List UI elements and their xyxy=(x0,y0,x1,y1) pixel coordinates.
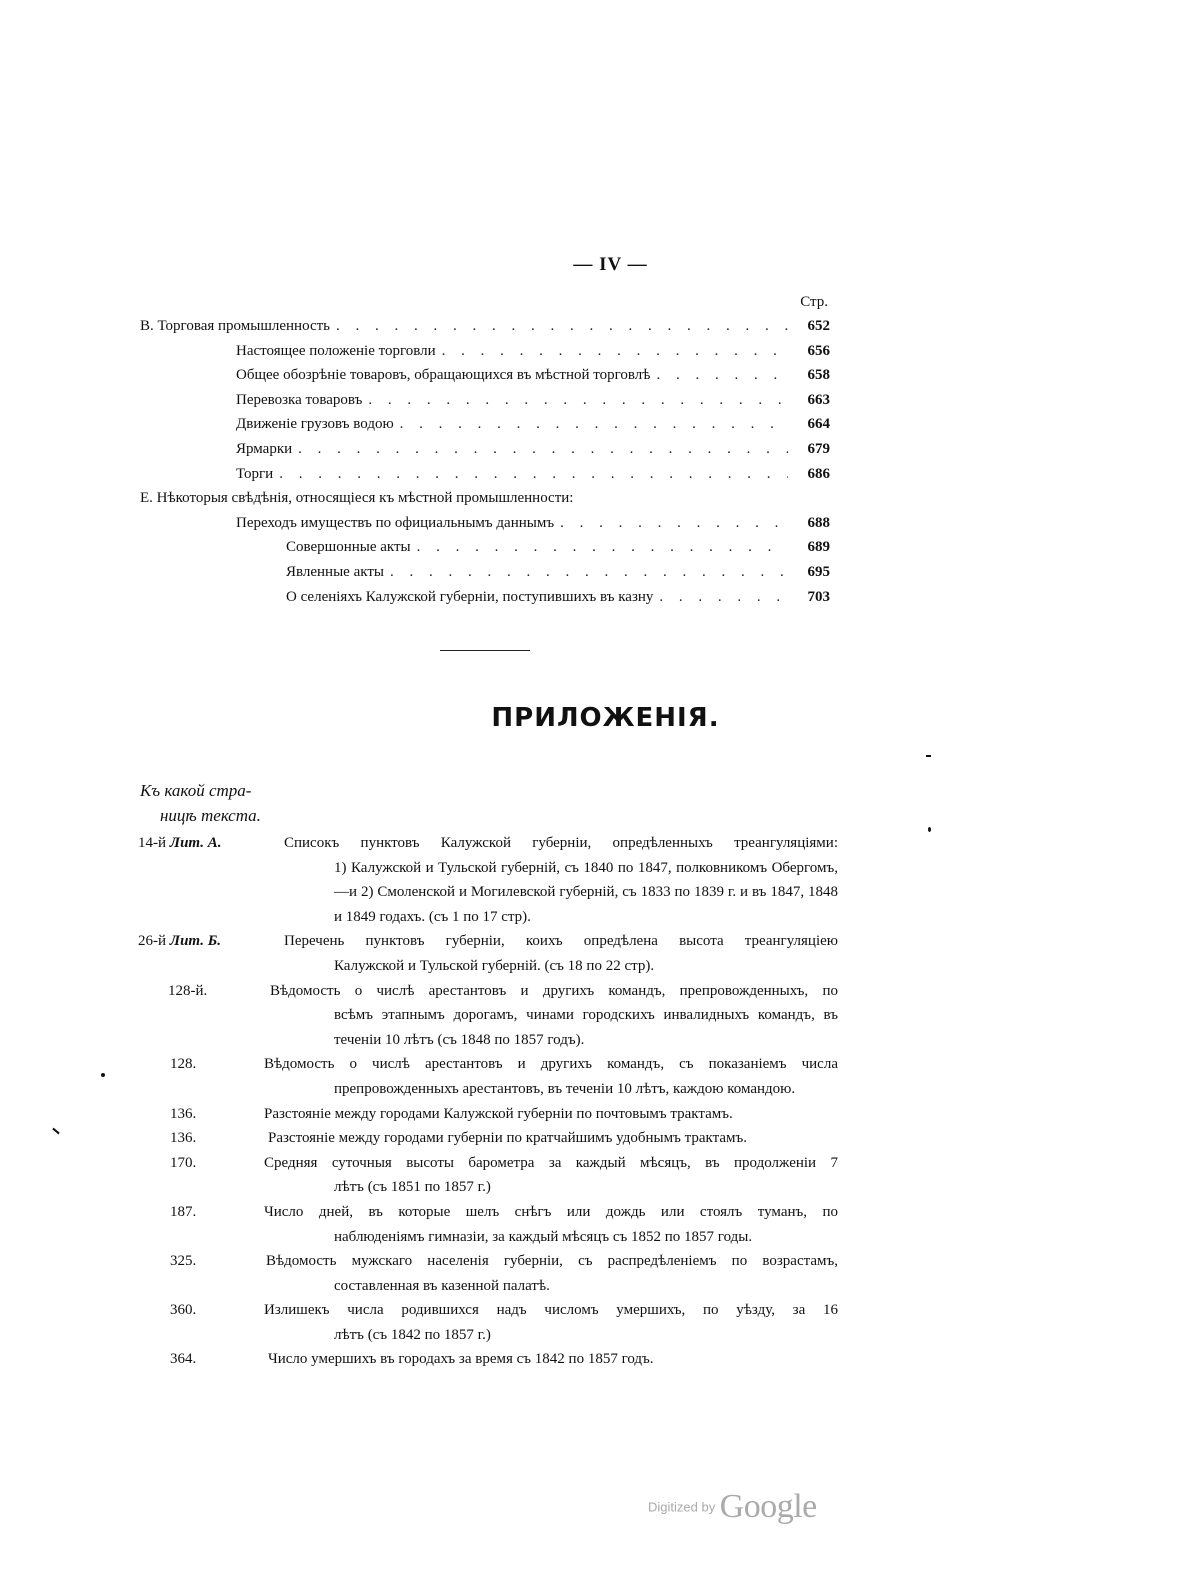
appendix-title-continuation: составленная въ казенной палатѣ. xyxy=(334,1277,550,1294)
toc-page-number: 679 xyxy=(807,440,830,457)
appendix-ref-page: 14-й xyxy=(138,835,167,851)
appendix-page-ref xyxy=(168,979,207,1004)
toc-leader-dots xyxy=(560,511,788,536)
appendix-title-continuation: всѣмъ этапнымъ дорогамъ, чинами городскихъ инвалидныхъ командъ, въ теченіи 10 лѣтъ (съ 1848 по 1857 годъ). xyxy=(334,1007,838,1048)
appendix-ref-lit: Лит. А. xyxy=(169,835,222,851)
appendix-ref-page: 136. xyxy=(170,1130,197,1147)
toc-page-number: 703 xyxy=(807,588,830,605)
toc-entry-label: Явленные акты xyxy=(286,563,384,580)
toc-page-number: 656 xyxy=(807,342,830,359)
column-caption xyxy=(140,778,310,828)
appendix-entry xyxy=(138,1347,838,1372)
margin-mark xyxy=(928,827,931,832)
toc-row xyxy=(140,560,830,585)
page-number: — IV — xyxy=(573,254,648,275)
appendix-entry xyxy=(138,1298,838,1347)
column-caption-line2: ницѣ текста. xyxy=(160,806,261,825)
toc-page-number: 686 xyxy=(807,465,830,482)
toc-page-number: 695 xyxy=(807,563,830,580)
appendix-entry xyxy=(138,1126,838,1151)
appendix-page-ref xyxy=(170,1249,196,1274)
appendix-ref-page: 360. xyxy=(170,1302,197,1319)
toc-page-number: 664 xyxy=(807,416,830,433)
toc-page-number: 663 xyxy=(807,391,830,408)
appendix-title-continuation: лѣтъ (съ 1842 по 1857 г.) xyxy=(334,1326,491,1343)
toc-row xyxy=(140,314,830,339)
appendix-title-first-line: Вѣдомость мужскаго населенія губерніи, съ распредѣленіемъ по возрастамъ, xyxy=(266,1253,838,1270)
toc-page-number: 688 xyxy=(807,514,830,531)
margin-mark xyxy=(101,1073,105,1077)
appendix-title-first-line: Средняя суточныя высоты барометра за каждый мѣсяцъ, въ продолженіи 7 xyxy=(264,1154,838,1171)
toc-row xyxy=(140,511,830,536)
appendix-entry xyxy=(138,929,838,978)
section-divider xyxy=(440,650,530,651)
toc-entry-label: Е. Нѣкоторыя свѣдѣнія, относящіеся къ мѣстной промышленности: xyxy=(140,490,574,507)
appendix-ref-page: 187. xyxy=(170,1203,197,1220)
appendix-title-first-line: Число дней, въ которые шелъ снѣгъ или дождь или стоялъ туманъ, по xyxy=(264,1203,838,1220)
toc-row xyxy=(140,437,830,462)
toc-page-column-header: Стр. xyxy=(800,294,828,310)
appendix-entry xyxy=(138,1200,838,1249)
appendix-title-first-line: Разстояніе между городами губерніи по кратчайшимъ удобнымъ трактамъ. xyxy=(268,1130,747,1147)
appendix-ref-page: 170. xyxy=(170,1154,197,1171)
toc-entry-label: Торги xyxy=(236,465,274,482)
appendix-ref-page: 128. xyxy=(170,1056,197,1073)
appendix-title-first-line: Вѣдомость о числѣ арестантовъ и другихъ командъ, препровожденныхъ, по xyxy=(270,982,838,999)
appendix-ref-page: 136. xyxy=(170,1105,197,1122)
toc-leader-dots xyxy=(659,585,788,610)
appendix-ref-lit: Лит. Б. xyxy=(169,933,222,950)
appendix-title-first-line: Число умершихъ въ городахъ за время съ 1842 по 1857 годъ. xyxy=(268,1351,654,1368)
toc-row xyxy=(140,462,830,487)
toc-entry-label: Ярмарки xyxy=(236,440,293,457)
margin-mark xyxy=(52,1128,59,1135)
appendix-title-first-line: Перечень пунктовъ губерніи, коихъ опредѣлена высота треангуляціею xyxy=(284,933,838,950)
appendix-page-ref xyxy=(170,1102,196,1127)
toc-row xyxy=(140,339,830,364)
toc-leader-dots xyxy=(656,363,788,388)
toc-entry-label: Движеніе грузовъ водою xyxy=(236,416,394,433)
appendix-page-ref xyxy=(170,1052,196,1077)
appendix-entry xyxy=(138,1249,838,1298)
toc-entry-label: О селеніяхъ Калужской губерніи, поступившихъ въ казну xyxy=(286,588,654,605)
toc-leader-dots xyxy=(336,314,788,339)
appendix-page-ref xyxy=(170,1298,196,1323)
toc-page-number: 652 xyxy=(807,318,830,334)
toc-leader-dots xyxy=(279,462,788,487)
appendix-title-first-line: Списокъ пунктовъ Калужской губерніи, опредѣленныхъ треангуляціями: xyxy=(284,835,838,851)
column-caption-line1: Къ какой стра- xyxy=(140,781,252,800)
appendix-title-continuation: наблюденіямъ гимназіи, за каждый мѣсяцъ съ 1852 по 1857 годы. xyxy=(334,1228,753,1245)
appendix-entry xyxy=(138,831,838,929)
toc-row xyxy=(140,585,830,610)
toc-row xyxy=(140,412,830,437)
toc-leader-dots xyxy=(368,388,788,413)
toc-row xyxy=(140,388,830,413)
appendix-entry xyxy=(138,1052,838,1101)
appendix-list xyxy=(138,831,838,1372)
appendix-title-continuation: препровожденныхъ арестантовъ, въ теченіи 10 лѣтъ, каждою командою. xyxy=(334,1080,796,1097)
appendix-title-continuation: Калужской и Тульской губерній. (съ 18 по 22 стр). xyxy=(334,957,655,974)
watermark-prefix: Digitized by xyxy=(648,1499,716,1515)
toc-entry-label: Настоящее положеніе торговли xyxy=(236,342,436,359)
appendix-title-continuation: 1) Калужской и Тульской губерній, съ 1840 по 1847, полковникомъ Обергомъ,—и 2) Смоленской и Могилевской губерній, съ 1833 по 1839 г. и въ 1847, 1848 и 1849 годахъ. (съ 1 по 17 стр). xyxy=(334,859,838,925)
appendix-page-ref xyxy=(170,1347,196,1372)
toc-row xyxy=(140,363,830,388)
toc-row xyxy=(140,535,830,560)
margin-mark xyxy=(926,755,931,757)
toc-leader-dots xyxy=(442,339,788,364)
toc-entry-label: Общее обозрѣніе товаровъ, обращающихся въ мѣстной торговлѣ xyxy=(236,367,651,384)
appendix-page-ref xyxy=(170,1200,196,1225)
watermark-brand: Google xyxy=(719,1488,817,1525)
toc-leader-dots xyxy=(390,560,788,585)
appendix-title-first-line: Вѣдомость о числѣ арестантовъ и другихъ командъ, съ показаніемъ числа xyxy=(264,1056,838,1073)
appendix-page-ref xyxy=(170,1126,196,1151)
appendix-ref-page: 325. xyxy=(170,1253,197,1270)
appendix-ref-page: 128-й. xyxy=(168,982,208,999)
appendix-ref-page: 26-й xyxy=(138,933,167,950)
toc-page-number: 689 xyxy=(807,539,830,556)
appendix-title-first-line: Излишекъ числа родившихся надъ числомъ умершихъ, по уѣзду, за 16 xyxy=(264,1302,838,1319)
appendix-title-first-line: Разстояніе между городами Калужской губерніи по почтовымъ трактамъ. xyxy=(264,1105,733,1122)
appendix-entry xyxy=(138,1151,838,1200)
section-title: ПРИЛОЖЕНІЯ. xyxy=(491,703,720,733)
appendix-page-ref xyxy=(138,929,221,954)
appendix-entry xyxy=(138,1102,838,1127)
toc-entry-label: Перевозка товаровъ xyxy=(236,391,363,408)
toc-entry-label: Переходъ имуществъ по официальнымъ даннымъ xyxy=(236,514,555,531)
toc-page-number: 658 xyxy=(807,367,830,384)
toc-entry-label: Совершонные акты xyxy=(286,539,411,556)
toc-leader-dots xyxy=(400,412,788,437)
toc-row xyxy=(140,486,830,511)
appendix-page-ref xyxy=(170,1151,196,1176)
toc-entry-label: В. Торговая промышленность xyxy=(140,318,330,334)
toc-leader-dots xyxy=(417,535,788,560)
google-watermark xyxy=(648,1488,817,1526)
table-of-contents xyxy=(140,290,830,609)
appendix-page-ref xyxy=(138,831,222,856)
appendix-entry xyxy=(138,979,838,1053)
appendix-ref-page: 364. xyxy=(170,1351,197,1368)
toc-leader-dots xyxy=(298,437,788,462)
appendix-title-continuation: лѣтъ (съ 1851 по 1857 г.) xyxy=(334,1179,491,1196)
